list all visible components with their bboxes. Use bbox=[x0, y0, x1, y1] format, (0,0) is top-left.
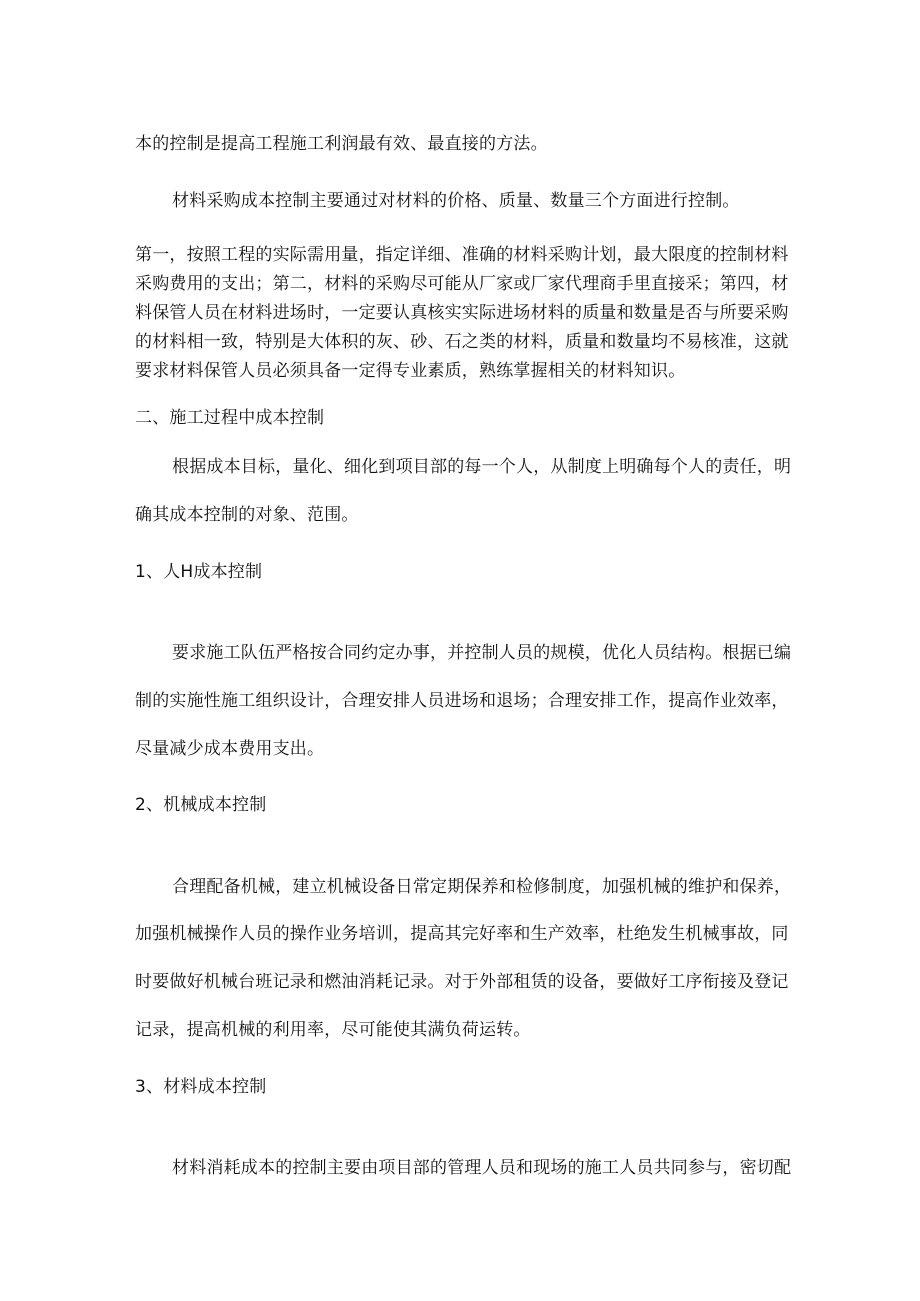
section-heading: 二、施工过程中成本控制 bbox=[135, 408, 325, 428]
paragraph-line: 本的控制是提高工程施工利润最有效、最直接的方法。 bbox=[135, 134, 548, 154]
paragraph-line: 材料消耗成本的控制主要由项目部的管理人员和现场的施工人员共同参与，密切配 bbox=[172, 1158, 792, 1178]
paragraph-line: 料保管人员在材料进场时，一定要认真核实实际进场材料的质量和数量是否与所要采购 bbox=[135, 303, 789, 323]
subsection-heading: 2、机械成本控制 bbox=[135, 795, 267, 815]
paragraph-line: 要求施工队伍严格按合同约定办事，并控制人员的规模，优化人员结构。根据已编 bbox=[172, 643, 792, 663]
paragraph-line: 时要做好机械台班记录和燃油消耗记录。对于外部租赁的设备，要做好工序衔接及登记 bbox=[135, 972, 789, 992]
paragraph-line: 根据成本目标，量化、细化到项目部的每一个人，从制度上明确每个人的责任，明 bbox=[172, 457, 792, 477]
paragraph-line: 尽量减少成本费用支出。 bbox=[135, 739, 325, 759]
subsection-heading: 3、材料成本控制 bbox=[135, 1077, 267, 1097]
subsection-heading: 1、人H成本控制 bbox=[135, 562, 263, 582]
paragraph-line: 要求材料保管人员必须具备一定得专业素质，熟练掌握相关的材料知识。 bbox=[135, 361, 686, 381]
paragraph-line: 材料采购成本控制主要通过对材料的价格、质量、数量三个方面进行控制。 bbox=[172, 191, 740, 211]
paragraph-line: 采购费用的支出；第二，材料的采购尽可能从厂家或厂家代理商手里直接采；第四，材 bbox=[135, 274, 789, 294]
paragraph-line: 加强机械操作人员的操作业务培训，提高其完好率和生产效率，杜绝发生机械事故，同 bbox=[135, 924, 789, 944]
paragraph-line: 记录，提高机械的利用率，尽可能使其满负荷运转。 bbox=[135, 1020, 531, 1040]
paragraph-line: 的材料相一致，特别是大体积的灰、砂、石之类的材料，质量和数量均不易核准，这就 bbox=[135, 332, 789, 352]
paragraph-line: 合理配备机械，建立机械设备日常定期保养和检修制度，加强机械的维护和保养， bbox=[172, 877, 792, 897]
paragraph-line: 第一，按照工程的实际需用量，指定详细、准确的材料采购计划，最大限度的控制材料 bbox=[135, 245, 789, 265]
paragraph-line: 制的实施性施工组织设计，合理安排人员进场和退场；合理安排工作，提高作业效率， bbox=[135, 691, 789, 711]
paragraph-line: 确其成本控制的对象、范围。 bbox=[135, 505, 359, 525]
